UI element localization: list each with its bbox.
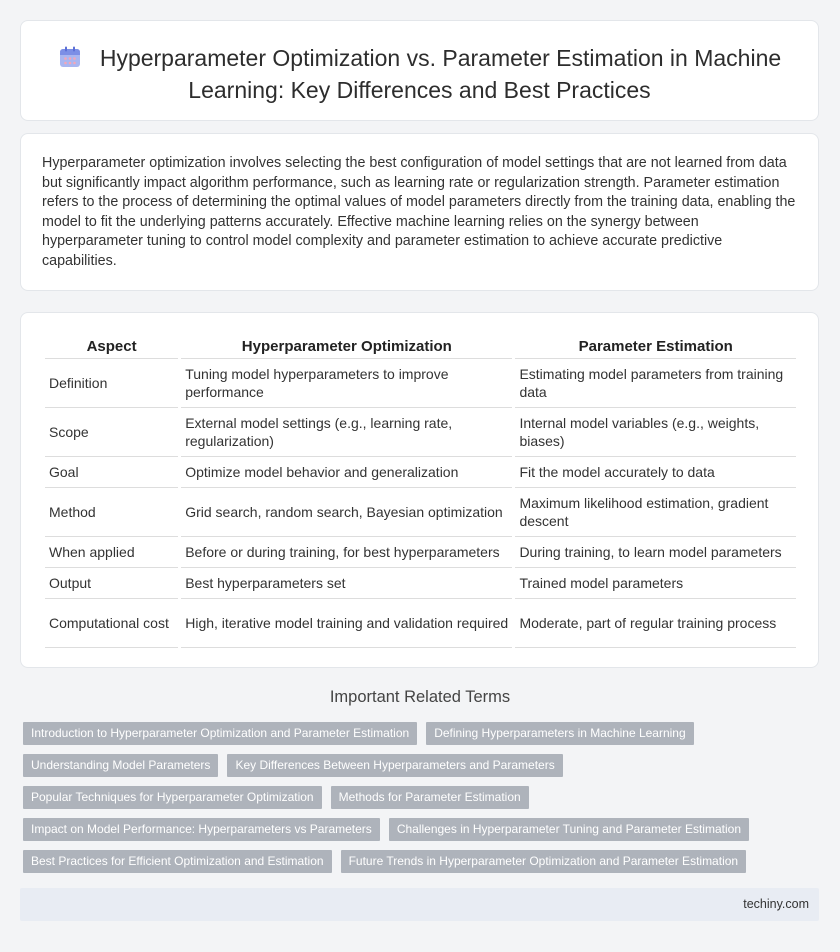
intro-card [20,133,819,291]
table-cell: Output [45,568,178,599]
title-card [20,20,819,121]
table-cell: Moderate, part of regular training process [515,599,796,648]
title-text: Hyperparameter Optimization vs. Parameter Estimation in Machine Learning: Key Differences and Best Practices [99,45,782,103]
related-term-tag[interactable]: Future Trends in Hyperparameter Optimization and Parameter Estimation [341,850,747,873]
table-row [45,359,796,408]
table-cell: Trained model parameters [515,568,796,599]
footer [20,888,819,921]
related-term-tag[interactable]: Introduction to Hyperparameter Optimization and Parameter Estimation [23,722,417,745]
tag-row [23,754,803,777]
table-cell: Scope [45,408,178,457]
header-parameter-estimation: Parameter Estimation [515,335,796,359]
table-cell: Best hyperparameters set [181,568,512,599]
table-row [45,568,796,599]
table-cell: Grid search, random search, Bayesian optimization [181,488,512,537]
table-cell: High, iterative model training and validation required [181,599,512,648]
tag-row [23,818,803,841]
table-cell: Before or during training, for best hyperparameters [181,537,512,568]
table-cell: Computational cost [45,599,178,648]
header-aspect: Aspect [45,335,178,359]
table-row [45,599,796,648]
page-title [21,44,818,105]
table-cell: Internal model variables (e.g., weights, biases) [515,408,796,457]
table-cell: During training, to learn model parameters [515,537,796,568]
table-row [45,488,796,537]
table-row [45,457,796,488]
tag-row [23,722,803,745]
related-term-tag[interactable]: Methods for Parameter Estimation [331,786,529,809]
calendar-icon [58,45,82,76]
table-cell: Optimize model behavior and generalization [181,457,512,488]
related-term-tag[interactable]: Understanding Model Parameters [23,754,218,777]
related-term-tag[interactable]: Impact on Model Performance: Hyperparameters vs Parameters [23,818,380,841]
table-cell: Definition [45,359,178,408]
related-term-tag[interactable]: Challenges in Hyperparameter Tuning and Parameter Estimation [389,818,749,841]
related-term-tag[interactable]: Best Practices for Efficient Optimization and Estimation [23,850,332,873]
footer-brand[interactable]: techiny.com [743,897,809,911]
table-cell: Maximum likelihood estimation, gradient descent [515,488,796,537]
table-cell: When applied [45,537,178,568]
comparison-card [20,312,819,668]
table-cell: Estimating model parameters from training data [515,359,796,408]
related-term-tag[interactable]: Key Differences Between Hyperparameters and Parameters [227,754,562,777]
related-term-tag[interactable]: Popular Techniques for Hyperparameter Optimization [23,786,322,809]
tag-row [23,786,803,809]
table-header-row [45,335,796,359]
intro-paragraph: Hyperparameter optimization involves selecting the best configuration of model settings that are not learned from data but significantly impact algorithm performance, such as learning rate or regularization strength. Parameter estimation refers to the process of determining the optimal values of model parameters directly from the training data, enabling the model to fit the underlying patterns accurately. Effective machine learning relies on the synergy between hyperparameter tuning to control model complexity and parameter estimation to achieve accurate predictive capabilities. [42,155,796,269]
table-row [45,408,796,457]
related-terms-heading: Important Related Terms [329,688,511,706]
table-cell: Method [45,488,178,537]
related-terms-list [23,722,803,882]
comparison-table [42,335,799,648]
table-cell: Tuning model hyperparameters to improve performance [181,359,512,408]
table-cell: External model settings (e.g., learning rate, regularization) [181,408,512,457]
table-row [45,537,796,568]
header-hyperparameter-optimization: Hyperparameter Optimization [181,335,512,359]
related-term-tag[interactable]: Defining Hyperparameters in Machine Learning [426,722,693,745]
tag-row [23,850,803,873]
table-cell: Goal [45,457,178,488]
table-cell: Fit the model accurately to data [515,457,796,488]
